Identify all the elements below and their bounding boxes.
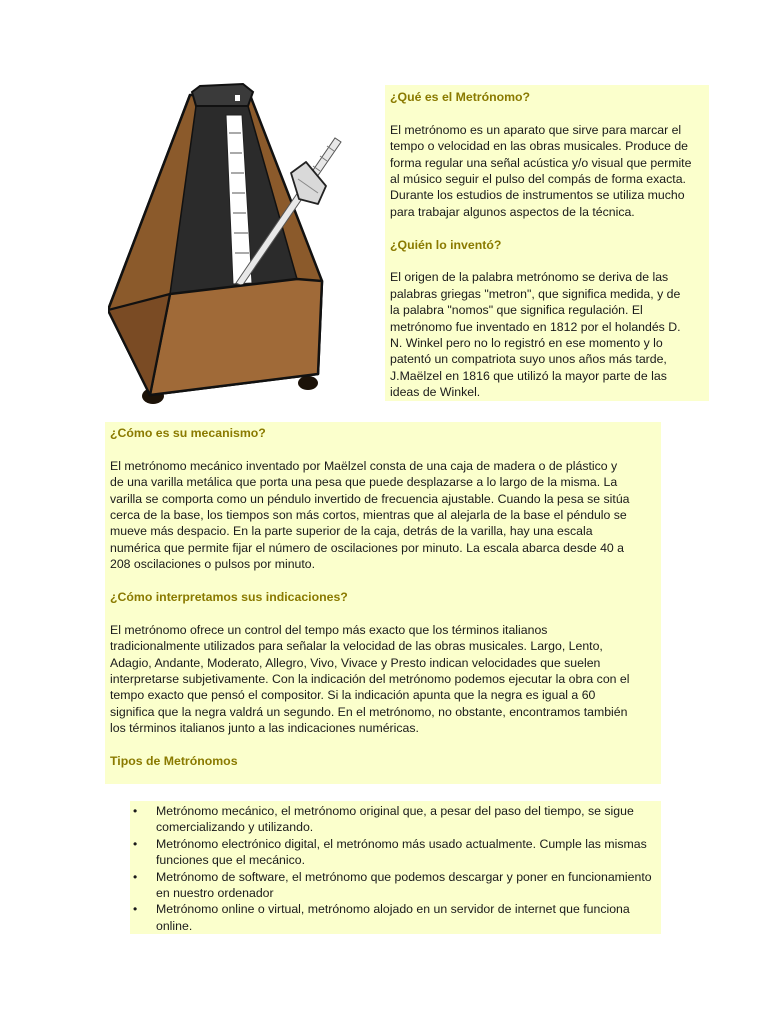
list-item-line: Metrónomo de software, el metrónomo que podemos descargar y poner en funcionamiento — [156, 869, 652, 884]
paragraph-line: El origen de la palabra metrónomo se deriva de las — [390, 270, 669, 285]
heading-who: ¿Quién lo inventó? — [390, 237, 502, 252]
types-list — [130, 803, 657, 934]
paragraph-line: N. Winkel pero no lo registró en ese momento y lo — [390, 336, 663, 351]
paragraph-line: la palabra "nomos" que significa regulación. El — [390, 303, 643, 318]
list-item — [133, 869, 657, 902]
paragraph-line: cerca de la base, los tiempos son más cortos, mientras que al alejarla de la base el péndulo se — [110, 508, 627, 523]
metronome-illustration — [108, 78, 374, 408]
list-item-line: online. — [156, 918, 193, 933]
bullet-icon: • — [133, 869, 138, 884]
paragraph-line: El metrónomo mecánico inventado por Maëlzel consta de una caja de madera o de plástico y — [110, 458, 618, 473]
paragraph-line: Adagio, Andante, Moderato, Allegro, Vivo, Vivace y Presto indican velocidades que suelen — [110, 655, 601, 670]
metronome-cap-slot — [235, 95, 240, 101]
paragraph-line: forma regular una señal acústica y/o visual que permite — [390, 155, 692, 170]
list-item — [133, 836, 657, 869]
metronome-base-front — [150, 279, 322, 395]
paragraph-line: tradicionalmente utilizados para señalar la velocidad de las obras musicales. Largo, Lento, — [110, 639, 603, 654]
paragraph-line: palabras griegas "metron", que significa medida, y de — [390, 286, 681, 301]
bullet-icon: • — [133, 902, 138, 917]
paragraph-line: al músico seguir el pulso del compás de forma exacta. — [390, 172, 686, 187]
paragraph-line: ideas de Winkel. — [390, 385, 481, 400]
bullet-icon: • — [133, 804, 138, 818]
list-item-line: Metrónomo mecánico, el metrónomo original que, a pesar del paso del tiempo, se sigue — [156, 804, 634, 818]
paragraph-line: tempo o velocidad en las obras musicales. Produce de — [390, 139, 689, 154]
paragraph-line: metrónomo fue inventado en 1812 por el holandés D. — [390, 319, 681, 334]
intro-section — [385, 85, 709, 401]
list-item-line: funciones que el mecánico. — [156, 853, 306, 868]
heading-what: ¿Qué es el Metrónomo? — [390, 90, 531, 104]
paragraph-line: El metrónomo es un aparato que sirve para marcar el — [390, 122, 682, 137]
metronome-foot-right — [298, 376, 318, 390]
paragraph-line: Durante los estudios de instrumentos se utiliza mucho — [390, 188, 685, 203]
heading-types: Tipos de Metrónomos — [110, 754, 238, 769]
paragraph-line: patentó un compatriota suyo unos años más tarde, — [390, 352, 667, 367]
paragraph-line: para trabajar algunos aspectos de la técnica. — [390, 204, 635, 219]
heading-interpret: ¿Cómo interpretamos sus indicaciones? — [110, 590, 348, 605]
list-item — [133, 901, 657, 934]
list-item-line: Metrónomo electrónico digital, el metrónomo más usado actualmente. Cumple las mismas — [156, 836, 647, 851]
list-item-line: en nuestro ordenador — [156, 886, 274, 901]
list-item — [133, 803, 657, 836]
paragraph-line: 208 oscilaciones o pulsos por minuto. — [110, 557, 316, 572]
paragraph-line: de una varilla metálica que porta una pesa que puede desplazarse a lo largo de la misma. La — [110, 475, 618, 490]
paragraph-line: significa que la negra valdrá un segundo. En el metrónomo, no obstante, encontramos también — [110, 704, 628, 719]
types-list-section — [130, 801, 661, 934]
metronome-cap — [192, 84, 253, 106]
paragraph-line: numérica que permite fijar el número de oscilaciones por minuto. La escala abarca desde 40 a — [110, 540, 625, 555]
paragraph-line: El metrónomo ofrece un control del tempo más exacto que los términos italianos — [110, 622, 548, 637]
paragraph-line: J.Maëlzel en 1816 que utilizó la mayor parte de las — [390, 368, 667, 383]
paragraph-line: mueve más despacio. En la parte superior de la caja, detrás de la varilla, hay una escala — [110, 524, 593, 539]
list-item-line: comercializando y utilizando. — [156, 820, 314, 835]
list-item-line: Metrónomo online o virtual, metrónomo alojado en un servidor de internet que funciona — [156, 902, 630, 917]
bullet-icon: • — [133, 836, 138, 851]
paragraph-line: varilla se comporta como un péndulo invertido de frecuencia ajustable. Cuando la pesa se sitúa — [110, 491, 630, 506]
paragraph-line: tempo exacto que pensó el compositor. Si la indicación apunta que la negra es igual a 60 — [110, 688, 596, 703]
paragraph-line: los términos italianos junto a las indicaciones numéricas. — [110, 721, 419, 736]
heading-mechanism: ¿Cómo es su mecanismo? — [110, 426, 266, 440]
paragraph-line: interpretarse subjetivamente. Con la indicación del metrónomo podemos ejecutar la obra con el — [110, 672, 630, 687]
mechanism-section — [105, 422, 661, 784]
